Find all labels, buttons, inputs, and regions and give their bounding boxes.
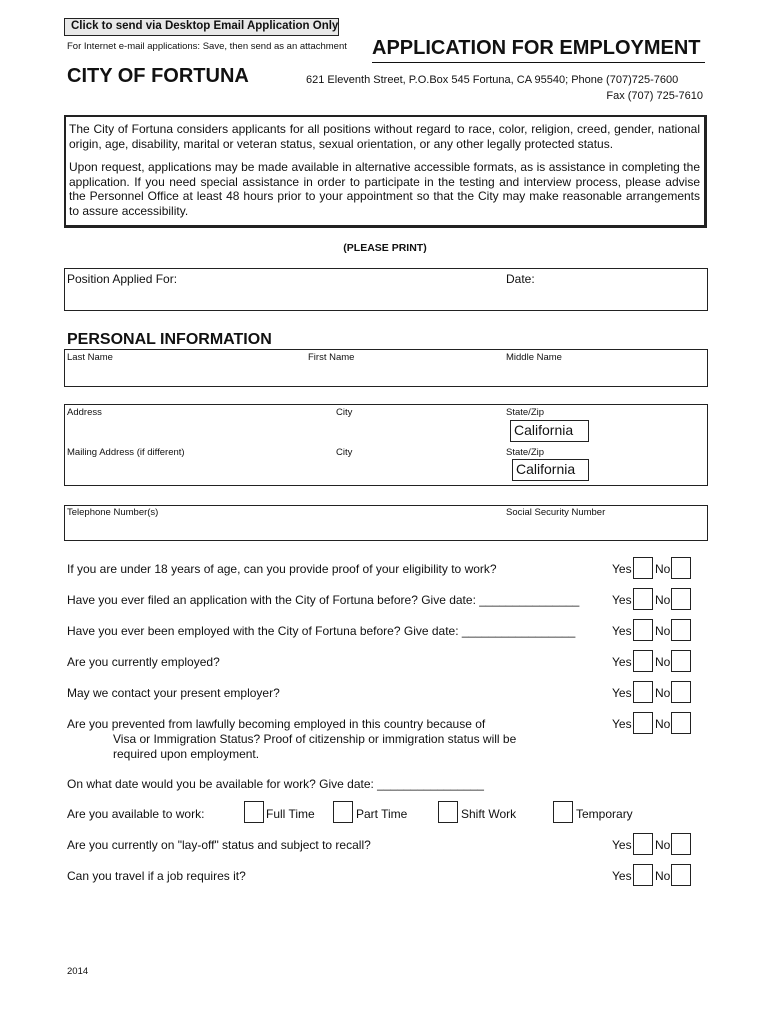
q3-yes-checkbox[interactable] [633, 619, 653, 641]
attachment-note: For Internet e-mail applications: Save, then send as an attachment [67, 41, 347, 52]
ssn-label: Social Security Number [506, 507, 606, 518]
telephone-field[interactable] [64, 505, 708, 541]
position-label: Position Applied For: [67, 272, 178, 286]
date-label: Date: [506, 272, 535, 286]
full-time-checkbox[interactable] [244, 801, 264, 823]
address-label: Address [67, 407, 102, 418]
question-currently-employed: Are you currently employed? [67, 655, 220, 669]
no-label: No [655, 717, 671, 731]
travel-yes-checkbox[interactable] [633, 864, 653, 886]
question-filed-before: Have you ever filed an application with the City of Fortuna before? Give date: _______________ [67, 593, 580, 607]
q1-yes-checkbox[interactable] [633, 557, 653, 579]
part-time-checkbox[interactable] [333, 801, 353, 823]
temporary-label: Temporary [576, 807, 633, 821]
equal-opportunity-notice [64, 115, 707, 228]
part-time-label: Part Time [356, 807, 408, 821]
city-fax: Fax (707) 725-7610 [606, 90, 703, 102]
state-zip-label: State/Zip [506, 407, 545, 418]
personal-info-heading: PERSONAL INFORMATION [67, 331, 272, 348]
yes-label: Yes [612, 686, 632, 700]
full-time-label: Full Time [266, 807, 315, 821]
yes-label: Yes [612, 655, 632, 669]
form-title: APPLICATION FOR EMPLOYMENT [372, 37, 701, 59]
mailing-address-label: Mailing Address (if different) [67, 447, 185, 458]
question-layoff: Are you currently on "lay-off" status and subject to recall? [67, 838, 371, 852]
send-email-button[interactable]: Click to send via Desktop Email Application Only [64, 18, 339, 36]
question-available-to-work: Are you available to work: [67, 807, 205, 821]
question-under-18: If you are under 18 years of age, can you provide proof of your eligibility to work? [67, 562, 497, 576]
temporary-checkbox[interactable] [553, 801, 573, 823]
city-label: City [336, 407, 353, 418]
question-employed-before: Have you ever been employed with the City of Fortuna before? Give date: _________________ [67, 624, 576, 638]
question-contact-employer: May we contact your present employer? [67, 686, 280, 700]
footer-year: 2014 [67, 966, 89, 977]
travel-no-checkbox[interactable] [671, 864, 691, 886]
first-name-label: First Name [308, 352, 355, 363]
mailing-city-label: City [336, 447, 353, 458]
yes-label: Yes [612, 869, 632, 883]
question-immigration-line-1: Are you prevented from lawfully becoming employed in this country because of [67, 717, 486, 731]
please-print-note: (PLEASE PRINT) [343, 242, 427, 254]
address-field[interactable] [64, 404, 708, 486]
q6-no-checkbox[interactable] [671, 712, 691, 734]
no-label: No [655, 655, 671, 669]
state-select[interactable]: California [510, 420, 589, 442]
shift-work-checkbox[interactable] [438, 801, 458, 823]
name-field[interactable] [64, 349, 708, 387]
last-name-label: Last Name [67, 352, 113, 363]
no-label: No [655, 686, 671, 700]
question-available-date: On what date would you be available for work? Give date: ________________ [67, 777, 484, 791]
telephone-label: Telephone Number(s) [67, 507, 159, 518]
mailing-state-zip-label: State/Zip [506, 447, 545, 458]
layoff-no-checkbox[interactable] [671, 833, 691, 855]
q2-yes-checkbox[interactable] [633, 588, 653, 610]
question-immigration-line-3: required upon employment. [113, 747, 260, 761]
mailing-state-select[interactable]: California [512, 459, 589, 481]
notice-paragraph-2: Upon request, applications may be made available in alternative accessible formats, as is assistance in completing the application. If you need special assistance in order to participate in the testing and interview process, please advise the Personnel Office at least 48 hours prior to your appointment so that the City may make reasonable arrangements to assure accessibility. [69, 160, 700, 218]
no-label: No [655, 838, 671, 852]
city-name: CITY OF FORTUNA [67, 65, 249, 87]
middle-name-label: Middle Name [506, 352, 562, 363]
no-label: No [655, 624, 671, 638]
yes-label: Yes [612, 717, 632, 731]
q3-no-checkbox[interactable] [671, 619, 691, 641]
shift-work-label: Shift Work [461, 807, 517, 821]
layoff-yes-checkbox[interactable] [633, 833, 653, 855]
title-rule [372, 62, 705, 63]
yes-label: Yes [612, 624, 632, 638]
city-address: 621 Eleventh Street, P.O.Box 545 Fortuna, CA 95540; Phone (707)725-7600 [306, 74, 679, 86]
q5-no-checkbox[interactable] [671, 681, 691, 703]
notice-paragraph-1: The City of Fortuna considers applicants for all positions without regard to race, color, religion, creed, gender, national origin, age, disability, marital or veteran status, sexual orientation, or any other legally protected status. [69, 122, 700, 151]
question-travel: Can you travel if a job requires it? [67, 869, 246, 883]
q4-no-checkbox[interactable] [671, 650, 691, 672]
q4-yes-checkbox[interactable] [633, 650, 653, 672]
q5-yes-checkbox[interactable] [633, 681, 653, 703]
q6-yes-checkbox[interactable] [633, 712, 653, 734]
yes-label: Yes [612, 593, 632, 607]
q2-no-checkbox[interactable] [671, 588, 691, 610]
yes-label: Yes [612, 562, 632, 576]
no-label: No [655, 562, 671, 576]
q1-no-checkbox[interactable] [671, 557, 691, 579]
no-label: No [655, 869, 671, 883]
yes-label: Yes [612, 838, 632, 852]
question-immigration-line-2: Visa or Immigration Status? Proof of citizenship or immigration status will be [113, 732, 517, 746]
no-label: No [655, 593, 671, 607]
